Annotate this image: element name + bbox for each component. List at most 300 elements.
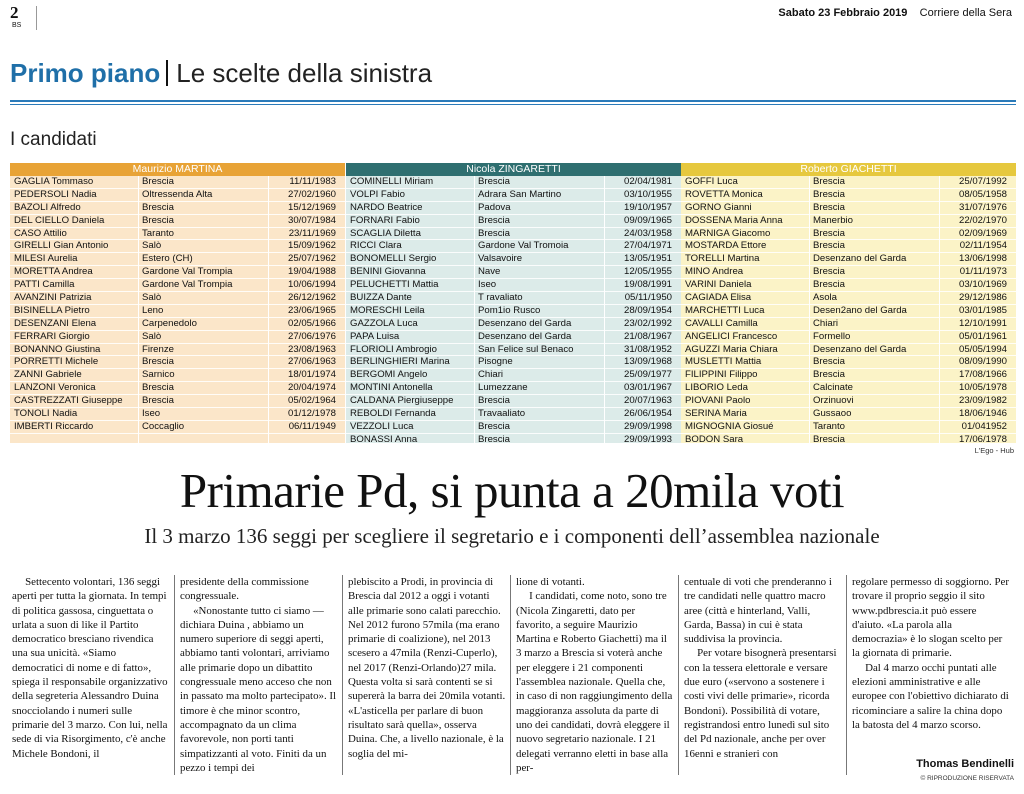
delegate-town: Brescia [142,176,174,187]
delegate-town: Estero (CH) [142,253,193,265]
delegate-town: Brescia [478,227,510,239]
delegate-name: MUSLETTI Mattia [685,356,762,368]
delegate-name: PELUCHETTI Mattia [350,279,439,291]
graphic-credit: L'Ego - Hub [974,446,1014,455]
delegate-name: VARINI Daniela [685,279,752,291]
table-row [346,434,681,447]
delegate-town: Pom1io Rusco [478,304,541,316]
article-column [516,575,674,775]
newspaper-name: Corriere della Sera [919,7,1012,19]
delegate-name: PORRETTI Michele [14,356,99,368]
table-row [10,202,345,215]
delegate-town: Orzinuovi [813,395,854,407]
table-row [346,408,681,421]
headline: Primarie Pd, si punta a 20mila voti [179,463,845,518]
article-paragraph: plebiscito a Prodi, in provincia di Brescia dal 2012 a oggi i votanti alle primarie sono calati parecchio. Nel 2012 furono 57mila (ma erano primarie di coalizione), nel 2013 scesero a 47mila (Renzi-Cuperlo), nel 2017 (Renzi-Orlando)27 mila. Questa volta si sarà contenti se si supererà la barra dei 20mila votanti. «L'asticella per parlare di buon risultato sarà quella», osserva Duina. Che, a livello nazionale, è la soglia del mi- [348,576,506,760]
delegate-birthdate: 20/04/1974 [287,382,336,394]
column-separator [809,176,810,443]
delegate-birthdate: 30/07/1984 [287,214,336,226]
delegate-name: MIGNOGNIA Giosué [685,420,774,432]
delegate-name: SERINA Maria [685,408,747,420]
table-row [681,266,1016,279]
delegate-birthdate: 29/09/1993 [623,433,672,445]
delegate-birthdate: 17/06/1978 [958,433,1007,445]
delegate-town: Chiari [478,369,504,381]
delegate-birthdate: 11/11/1983 [289,176,336,187]
delegate-town: Coccaglio [142,420,185,432]
delegate-name: BISINELLA Pietro [14,304,90,316]
section-rule [10,100,1016,102]
delegate-birthdate: 19/04/1988 [287,266,336,278]
delegate-town: Chiari [813,317,839,329]
delegate-town: Asola [813,292,837,304]
page-header [0,0,1024,40]
delegate-name: NARDO Beatrice [350,201,423,213]
delegate-town: Brescia [142,395,174,407]
candidate-leader: Maurizio MARTINA [10,163,345,176]
section-secondary: Le scelte della sinistra [176,58,433,88]
delegate-name: SCAGLIA Diletta [350,227,421,239]
table-row [10,215,345,228]
table-row [346,176,681,189]
delegate-name: GIRELLI Gian Antonio [14,240,109,252]
candidate-leader: Roberto GIACHETTI [681,163,1016,176]
delegate-birthdate: 21/08/1967 [623,330,672,342]
delegate-birthdate: 19/10/1957 [623,201,672,213]
delegate-name: DESENZANI Elena [14,317,97,329]
delegate-name: BENINI Giovanna [350,266,426,278]
delegate-town: Brescia [813,266,845,278]
delegate-town: Brescia [813,356,845,368]
delegate-name: ANGELICI Francesco [685,330,778,342]
table-row [346,305,681,318]
delegate-birthdate: 09/09/1965 [623,214,672,226]
table-row [681,305,1016,318]
delegate-birthdate: 27/02/1960 [287,188,336,200]
delegate-birthdate: 03/10/1955 [623,188,672,200]
candidate-column [10,163,345,443]
table-row [346,318,681,331]
column-rule [510,575,511,775]
delegate-birthdate: 25/07/1962 [287,253,336,265]
rights-notice: © RIPRODUZIONE RISERVATA [920,775,1014,782]
delegate-birthdate: 05/01/1961 [958,330,1007,342]
table-row [10,253,345,266]
table-row [346,421,681,434]
delegate-birthdate: 02/04/1981 [623,176,672,187]
table-row [346,189,681,202]
delegate-birthdate: 19/08/1991 [623,279,672,291]
delegate-name: FERRARI Giorgio [14,330,90,342]
table-row [346,266,681,279]
column-rule [174,575,175,775]
delegate-town: Valsavoire [478,253,523,265]
delegate-birthdate: 17/08/1966 [958,369,1007,381]
table-row [10,279,345,292]
column-separator [939,176,940,443]
table-row [346,382,681,395]
subsection-title: I candidati [10,129,97,150]
delegate-name: MARCHETTI Luca [685,304,765,316]
delegate-name: RICCI Clara [350,240,402,252]
table-row [681,356,1016,369]
page-edition: BS [12,22,22,29]
delegate-name: BONASSI Anna [350,433,418,445]
delegate-town: Oltressenda Alta [142,188,213,200]
delegate-name: FILIPPINI Filippo [685,369,758,381]
delegate-town: Iseo [478,279,497,291]
table-row [346,344,681,357]
table-row [681,421,1016,434]
delegate-town: Padova [478,201,511,213]
delegate-name: CAGIADA Elisa [685,292,752,304]
delegate-name: GORNO Gianni [685,201,752,213]
delegate-name: BAZOLI Alfredo [14,201,81,213]
delegate-birthdate: 10/06/1994 [287,279,336,291]
delegate-town: Brescia [142,382,174,394]
delegate-town: Salò [142,240,162,252]
table-row [10,189,345,202]
table-row [10,331,345,344]
delegate-town: Gardone Val Tromoia [478,240,569,252]
delegate-town: Lumezzane [478,382,528,394]
delegate-town: Brescia [813,227,845,239]
table-row [346,240,681,253]
delegate-town: Firenze [142,343,174,355]
delegate-birthdate: 03/10/1969 [958,279,1007,291]
delegate-name: GAZZOLA Luca [350,317,418,329]
article-column [180,575,338,775]
article-paragraph: presidente della commissione congressuale. [180,576,309,603]
delegate-birthdate: 13/05/1951 [623,253,672,265]
delegate-birthdate: 15/12/1969 [287,201,336,213]
delegate-name: VOLPI Fabio [350,188,405,200]
column-separator [268,176,269,443]
author: Thomas Bendinelli [916,758,1014,770]
section-title [10,58,432,89]
delegate-name: GOFFI Luca [685,176,738,187]
delegate-name: ROVETTA Monica [685,188,763,200]
delegate-town: Gardone Val Trompia [142,279,233,291]
article-paragraph: regolare permesso di soggiorno. Per trovare il proprio seggio il sito www.pdbrescia.it può essere d'aiuto. «La parola alla democrazia» è lo slogan scelto per la giornata di primarie. [852,576,1009,660]
delegate-name: PAPA Luisa [350,330,400,342]
delegate-town: Brescia [478,433,510,445]
delegate-town: Manerbio [813,214,853,226]
article-column [348,575,506,761]
delegate-name: TONOLI Nadia [14,408,78,420]
delegate-name: MORESCHI Leila [350,304,425,316]
delegate-birthdate: 25/09/1977 [623,369,672,381]
candidate-leader: Nicola ZINGARETTI [346,163,681,176]
article-column [852,575,1010,732]
table-row [681,240,1016,253]
delegate-town: Travaaliato [478,408,526,420]
table-row [10,356,345,369]
delegate-birthdate: 23/09/1982 [958,395,1007,407]
table-row [681,318,1016,331]
delegate-birthdate: 03/01/1967 [623,382,672,394]
column-rule [342,575,343,775]
delegate-name: BUIZZA Dante [350,292,412,304]
delegate-name: ZANNI Gabriele [14,369,82,381]
delegate-name: GAGLIA Tommaso [14,176,94,187]
delegate-birthdate: 12/10/1991 [958,317,1007,329]
delegate-town: Brescia [478,176,510,187]
delegate-birthdate: 06/11/1949 [288,420,336,432]
delegate-name: LIBORIO Leda [685,382,748,394]
delegate-name: VEZZOLI Luca [350,420,414,432]
table-row [346,292,681,305]
delegate-name: MINO Andrea [685,266,744,278]
delegate-town: T ravaliato [478,292,523,304]
table-row [681,369,1016,382]
delegate-town: Gussaoo [813,408,852,420]
delegate-birthdate: 27/06/1963 [287,356,336,368]
delegate-birthdate: 23/11/1969 [288,227,336,239]
delegate-town: Formello [813,330,851,342]
column-separator [604,176,605,443]
delegate-name: FLORIOLI Ambrogio [350,343,437,355]
delegate-birthdate: 27/06/1976 [287,330,336,342]
delegate-name: CASTREZZATI Giuseppe [14,395,123,407]
delegate-birthdate: 31/08/1952 [623,343,672,355]
delegate-birthdate: 23/08/1963 [287,343,336,355]
article-column [12,575,170,761]
table-row [681,215,1016,228]
delegate-town: Desenzano del Garda [813,343,907,355]
delegate-birthdate: 10/05/1978 [958,382,1007,394]
delegate-name: DEL CIELLO Daniela [14,214,105,226]
delegate-birthdate: 05/05/1994 [958,343,1007,355]
section-rule-thin [10,104,1016,105]
delegate-name: TORELLI Martina [685,253,760,265]
delegate-birthdate: 15/09/1962 [287,240,336,252]
table-row [10,382,345,395]
delegate-name: CAVALLI Camilla [685,317,758,329]
delegate-town: Leno [142,304,164,316]
delegate-birthdate: 20/07/1963 [623,395,672,407]
delegate-town: Brescia [813,433,845,445]
table-row [346,369,681,382]
table-row [681,331,1016,344]
delegate-birthdate: 03/01/1985 [958,304,1007,316]
delegate-name: MONTINI Antonella [350,382,433,394]
delegate-name: MORETTA Andrea [14,266,93,278]
delegate-name: PATTI Camilla [14,279,75,291]
table-row [681,395,1016,408]
delegate-birthdate: 18/01/1974 [287,369,336,381]
delegate-birthdate: 08/05/1958 [958,188,1007,200]
delegate-town: Brescia [142,356,174,368]
delegate-birthdate: 27/04/1971 [623,240,672,252]
delegate-town: Taranto [813,420,845,432]
table-row [681,176,1016,189]
delegate-town: Brescia [478,420,510,432]
delegate-town: Salò [142,330,162,342]
delegate-town: Brescia [813,201,845,213]
delegate-town: Desenzano del Garda [813,253,907,265]
table-row [346,395,681,408]
article-paragraph: Settecento volontari, 136 seggi aperti per tutta la giornata. In tempi di politica gassosa, cinguettata o urlata a suon di like il Partito democratico bresciano rivendica una sua unicità. «Siamo democratici di nome e di fatto», spiega il responsabile organizzativo della segreteria Alessandro Duina snocciolando i numeri sulle primarie del 3 marzo. Con lui, nella sede di via Risorgimento, c'è anche Michele Bondoni, il [12,576,168,760]
delegate-town: Brescia [813,240,845,252]
section-primary: Primo piano [10,58,161,88]
delegate-birthdate: 26/12/1962 [287,292,336,304]
delegate-town: Brescia [813,279,845,291]
column-separator [138,176,139,443]
table-row [346,215,681,228]
delegate-town: Nave [478,266,501,278]
delegate-birthdate: 23/06/1965 [287,304,336,316]
table-row [681,344,1016,357]
issue-date: Sabato 23 Febbraio 2019 [778,7,908,19]
table-row [10,318,345,331]
article-paragraph: Dal 4 marzo occhi puntati alle elezioni amministrative e alle europee con l'obiettivo dichiarato di ricominciare a salire la china dopo la batosta del 4 marzo scorso. [852,661,1009,731]
delegate-birthdate: 23/02/1992 [623,317,672,329]
delegate-town: Calcinate [813,382,853,394]
delegate-town: San Felice sul Benaco [478,343,574,355]
delegate-name: IMBERTI Riccardo [14,420,94,432]
table-row [346,279,681,292]
delegate-town: Brescia [142,201,174,213]
table-row [681,279,1016,292]
table-row [10,292,345,305]
delegate-birthdate: 02/05/1966 [287,317,336,329]
dateline [778,7,1012,19]
delegate-birthdate: 02/11/1954 [959,240,1007,252]
candidates-table [10,163,1016,443]
delegate-birthdate: 18/06/1946 [958,408,1007,420]
delegate-name: PIOVANI Paolo [685,395,751,407]
delegate-name: PEDERSOLI Nadia [14,188,97,200]
delegate-name: MOSTARDA Ettore [685,240,767,252]
table-row [681,253,1016,266]
table-row [346,253,681,266]
delegate-name: LANZONI Veronica [14,382,96,394]
delegate-name: BERGOMI Angelo [350,369,428,381]
subheadline: Il 3 marzo 136 seggi per scegliere il segretario e i componenti dell’assemblea nazionale [144,524,880,548]
column-rule [846,575,847,775]
table-row [10,408,345,421]
table-row [681,408,1016,421]
candidate-column [346,163,681,443]
delegate-birthdate: 13/09/1968 [623,356,672,368]
delegate-town: Sarnico [142,369,175,381]
delegate-town: Brescia [813,369,845,381]
article-paragraph: centuale di voti che prenderanno i tre candidati nelle quattro macro aree (città e hinterland, Valli, Garda, Bassa) in cui è stata suddivisa la provincia. [684,576,832,646]
column-separator [474,176,475,443]
table-row [10,369,345,382]
delegate-name: BERLINGHIERI Marina [350,356,450,368]
delegate-town: Adrara San Martino [478,188,562,200]
table-row [681,382,1016,395]
delegate-birthdate: 26/06/1954 [623,408,672,420]
delegate-birthdate: 22/02/1970 [958,214,1007,226]
delegate-name: MILESI Aurelia [14,253,78,265]
table-row [10,176,345,189]
delegate-birthdate: 12/05/1955 [623,266,672,278]
table-row [10,421,345,434]
delegate-town: Brescia [478,214,510,226]
delegate-birthdate: 13/06/1998 [958,253,1007,265]
delegate-name: CASO Attilio [14,227,67,239]
table-row [10,395,345,408]
table-row [681,189,1016,202]
delegate-birthdate: 29/12/1986 [958,292,1007,304]
article-paragraph: I candidati, come noto, sono tre (Nicola Zingaretti, dato per favorito, a seguire Maurizio Martina e Roberto Giachetti) ma il 3 marzo a Brescia si voterà anche per eleggere i 21 componenti l'assemblea nazionale. Quella che, in caso di non raggiungimento della maggioranza assoluta da parte di uno dei candidati, dovrà eleggere il nuovo segretario nazionale. I 21 delegati verranno eletti in base alla per- [516,590,673,774]
table-row [10,305,345,318]
delegate-birthdate: 02/09/1969 [958,227,1007,239]
delegate-birthdate: 31/07/1976 [958,201,1007,213]
table-row [346,228,681,241]
table-row [10,266,345,279]
page-number: 2 [10,3,19,22]
delegate-name: AGUZZI Maria Chiara [685,343,778,355]
delegate-town: Brescia [813,188,845,200]
delegate-town: Salò [142,292,162,304]
article-body [0,575,1024,785]
delegate-town: Desenzano del Garda [478,330,572,342]
table-row [10,240,345,253]
delegate-town: Desenzano del Garda [478,317,572,329]
table-row [10,228,345,241]
article-paragraph: lione di votanti. [516,576,585,588]
delegate-name: AVANZINI Patrizia [14,292,92,304]
delegate-name: BODON Sara [685,433,744,445]
table-row [681,202,1016,215]
delegate-town: Brescia [142,214,174,226]
article-column [684,575,842,761]
delegate-name: BONANNO Giustina [14,343,101,355]
candidate-column [681,163,1016,443]
delegate-town: Brescia [478,395,510,407]
column-rule [678,575,679,775]
delegate-name: COMINELLI Miriam [350,176,434,187]
table-row [681,292,1016,305]
delegate-town: Taranto [142,227,174,239]
delegate-birthdate: 01/041952 [961,420,1007,432]
delegate-name: CALDANA Piergiuseppe [350,395,454,407]
delegate-name: REBOLDI Fernanda [350,408,436,420]
delegate-town: Pisogne [478,356,513,368]
table-row [681,228,1016,241]
delegate-birthdate: 05/02/1964 [287,395,336,407]
delegate-birthdate: 24/03/1958 [623,227,672,239]
delegate-birthdate: 25/07/1992 [958,176,1007,187]
table-row [346,356,681,369]
delegate-town: Desen2ano del Garda [813,304,907,316]
delegate-birthdate: 28/09/1954 [623,304,672,316]
delegate-birthdate: 01/12/1978 [287,408,336,420]
delegate-name: FORNARI Fabio [350,214,420,226]
delegate-name: MARNIGA Giacomo [685,227,771,239]
article-paragraph: «Nonostante tutto ci siamo — dichiara Duina , abbiamo un numero superiore di seggi aperti, abbiamo tanti volontari, arriviamo alle primarie dopo un dibattito congressuale meno acceso che non in passato ma molto partecipato». Il timore è che minor scontro, accompagnato da un clima favorevole, non porti tanti simpatizzanti al voto. Finiti da un pezzo i tempi dei [180,604,337,774]
delegate-birthdate: 08/09/1990 [958,356,1007,368]
delegate-town: Iseo [142,408,161,420]
delegate-birthdate: 05/11/1950 [624,292,672,304]
delegate-birthdate: 01/11/1973 [959,266,1007,278]
table-row [346,202,681,215]
table-row [346,331,681,344]
table-row [681,434,1016,447]
delegate-birthdate: 29/09/1998 [623,420,672,432]
delegate-name: BONOMELLI Sergio [350,253,437,265]
article-paragraph: Per votare bisognerà presentarsi con la tessera elettorale e versare due euro («servono a sostenere i costi vivi delle primarie», ricorda Bondoni). Possibilità di votare, registrandosi entro lunedì sul sito del Pd nazionale, anche per over 16enni e stranieri con [684,647,837,760]
delegate-town: Brescia [813,176,845,187]
delegate-name: DOSSENA Maria Anna [685,214,783,226]
section-divider [166,60,168,86]
delegate-town: Carpenedolo [142,317,197,329]
delegate-town: Gardone Val Trompia [142,266,233,278]
